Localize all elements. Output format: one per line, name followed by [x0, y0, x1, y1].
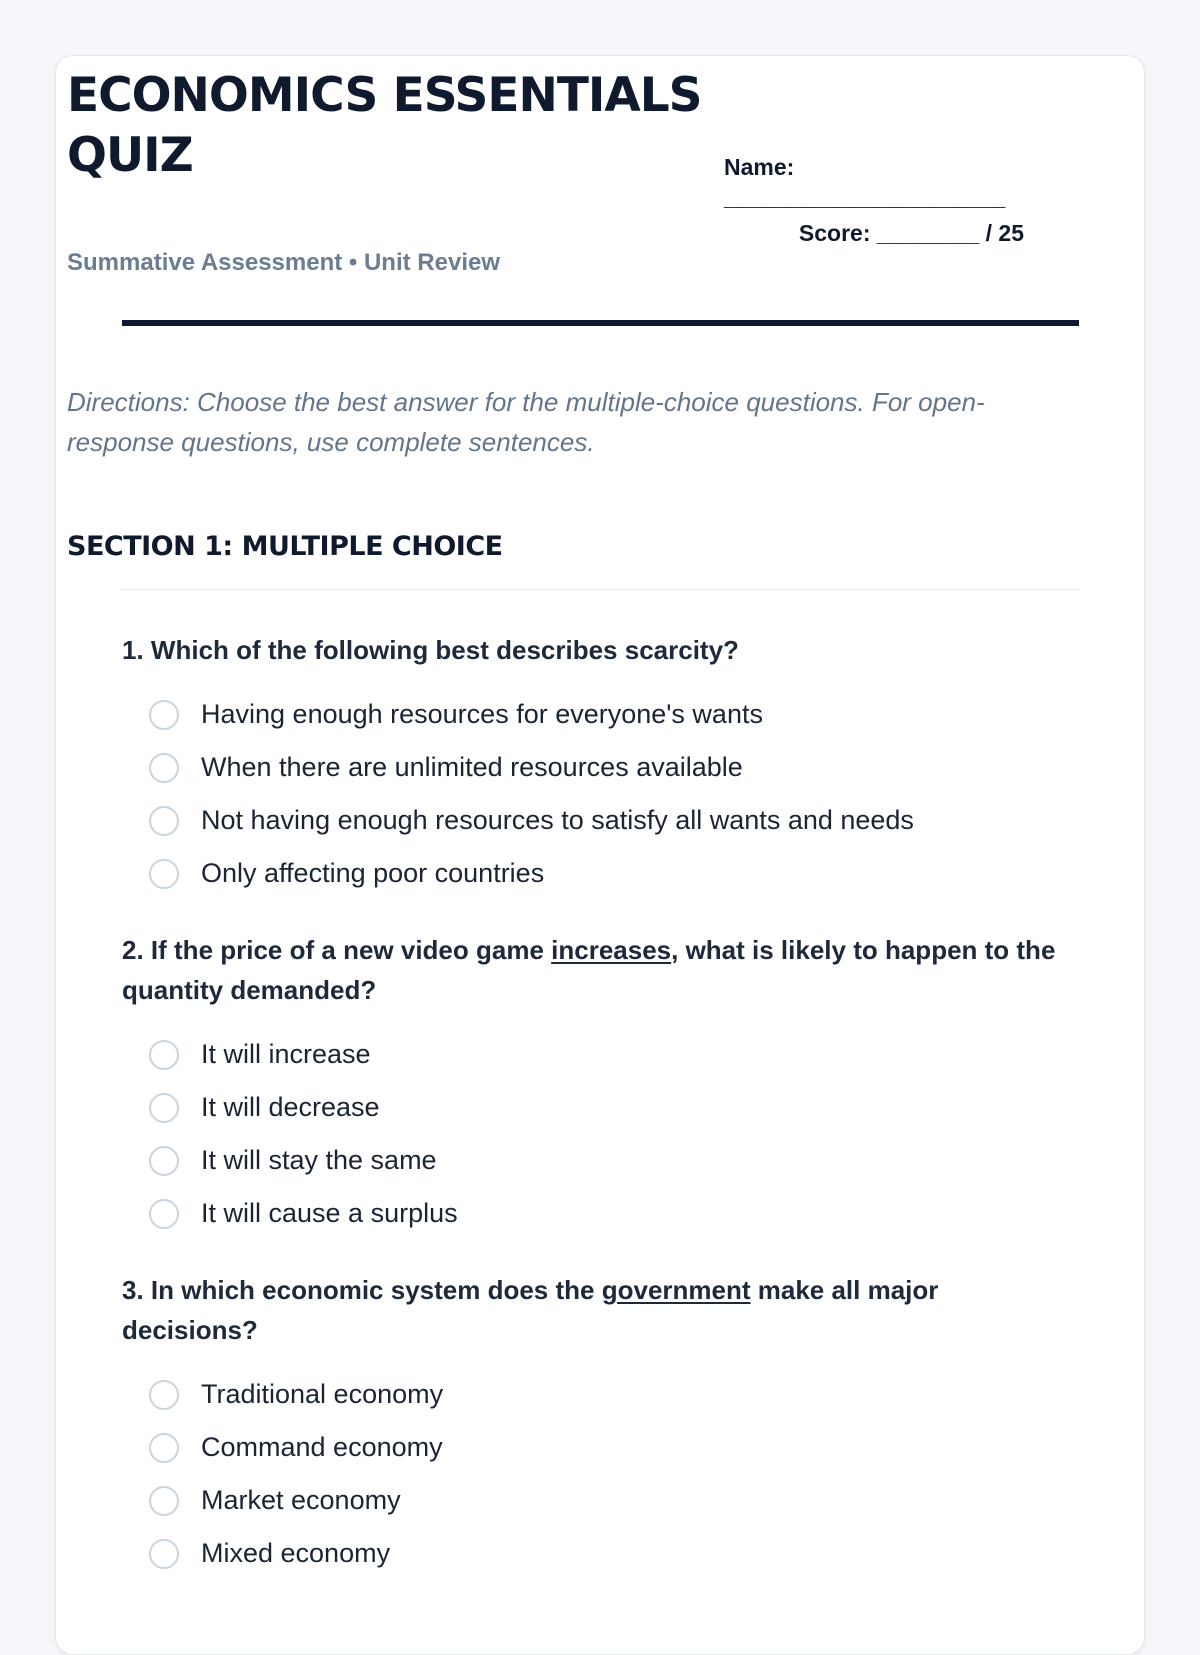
option-2c[interactable] — [122, 1134, 1079, 1187]
radio-button[interactable] — [149, 1199, 179, 1229]
student-info — [714, 152, 1024, 248]
section-divider — [122, 589, 1079, 590]
option-label: Mixed economy — [201, 1538, 391, 1568]
option-1a[interactable] — [122, 688, 1079, 741]
option-1c[interactable] — [122, 794, 1079, 847]
option-label: It will cause a surplus — [201, 1198, 458, 1228]
section-title: SECTION 1: MULTIPLE CHOICE — [67, 531, 503, 562]
option-2a[interactable] — [122, 1028, 1079, 1081]
question-prompt-start: If the price of a new video game — [150, 935, 552, 965]
quiz-header — [67, 66, 1024, 276]
question-1 — [122, 630, 1079, 900]
options-list — [122, 1368, 1079, 1580]
page-title: ECONOMICS ESSENTIALS QUIZ — [67, 68, 702, 183]
option-2d[interactable] — [122, 1187, 1079, 1240]
radio-button[interactable] — [149, 753, 179, 783]
question-prompt-end: make all major decisions? — [122, 1275, 939, 1345]
option-label: It will increase — [201, 1039, 371, 1069]
question-2 — [122, 930, 1079, 1240]
question-number: 3. — [122, 1275, 144, 1305]
option-label: Only affecting poor countries — [201, 858, 545, 888]
radio-button[interactable] — [149, 700, 179, 730]
radio-button[interactable] — [149, 806, 179, 836]
question-text — [122, 1270, 1079, 1350]
question-prompt: Which of the following best describes scarcity? — [150, 635, 739, 665]
option-2b[interactable] — [122, 1081, 1079, 1134]
option-label: It will stay the same — [201, 1145, 437, 1175]
question-prompt-end: , what is likely to happen to the quantity demanded? — [122, 935, 1056, 1005]
question-number: 2. — [122, 935, 144, 965]
question-emphasis: government — [601, 1275, 751, 1305]
question-3 — [122, 1270, 1079, 1580]
option-3d[interactable] — [122, 1527, 1079, 1580]
question-text — [122, 930, 1079, 1010]
question-prompt-start: In which economic system does the — [150, 1275, 602, 1305]
option-label: Traditional economy — [201, 1379, 444, 1409]
option-label: Not having enough resources to satisfy all wants and needs — [201, 805, 914, 835]
options-list — [122, 1028, 1079, 1240]
radio-button[interactable] — [149, 1433, 179, 1463]
score-label: Score: — [798, 220, 871, 246]
radio-button[interactable] — [149, 1093, 179, 1123]
page-subtitle: Summative Assessment • Unit Review — [67, 249, 501, 276]
score-row — [714, 218, 1024, 248]
radio-button[interactable] — [149, 1380, 179, 1410]
question-emphasis: increases — [551, 935, 672, 965]
radio-button[interactable] — [149, 859, 179, 889]
option-label: Command economy — [201, 1432, 443, 1462]
radio-button[interactable] — [149, 1146, 179, 1176]
option-label: When there are unlimited resources available — [201, 752, 743, 782]
option-label: Market economy — [201, 1485, 401, 1515]
name-label: Name: — [724, 154, 795, 180]
option-1b[interactable] — [122, 741, 1079, 794]
header-divider — [122, 320, 1079, 326]
directions-text: Directions: Choose the best answer for the multiple-choice questions. For open-response questions, use complete sentences. — [67, 387, 985, 457]
question-number: 1. — [122, 635, 144, 665]
option-label: Having enough resources for everyone's wants — [201, 699, 763, 729]
option-3a[interactable] — [122, 1368, 1079, 1421]
option-3b[interactable] — [122, 1421, 1079, 1474]
score-field[interactable]: ________ — [876, 220, 980, 246]
option-label: It will decrease — [201, 1092, 380, 1122]
question-text — [122, 630, 1079, 670]
options-list — [122, 688, 1079, 900]
name-field[interactable]: ______________________ — [724, 184, 1006, 210]
option-1d[interactable] — [122, 847, 1079, 900]
score-total: / 25 — [985, 220, 1024, 246]
radio-button[interactable] — [149, 1486, 179, 1516]
radio-button[interactable] — [149, 1539, 179, 1569]
option-3c[interactable] — [122, 1474, 1079, 1527]
radio-button[interactable] — [149, 1040, 179, 1070]
